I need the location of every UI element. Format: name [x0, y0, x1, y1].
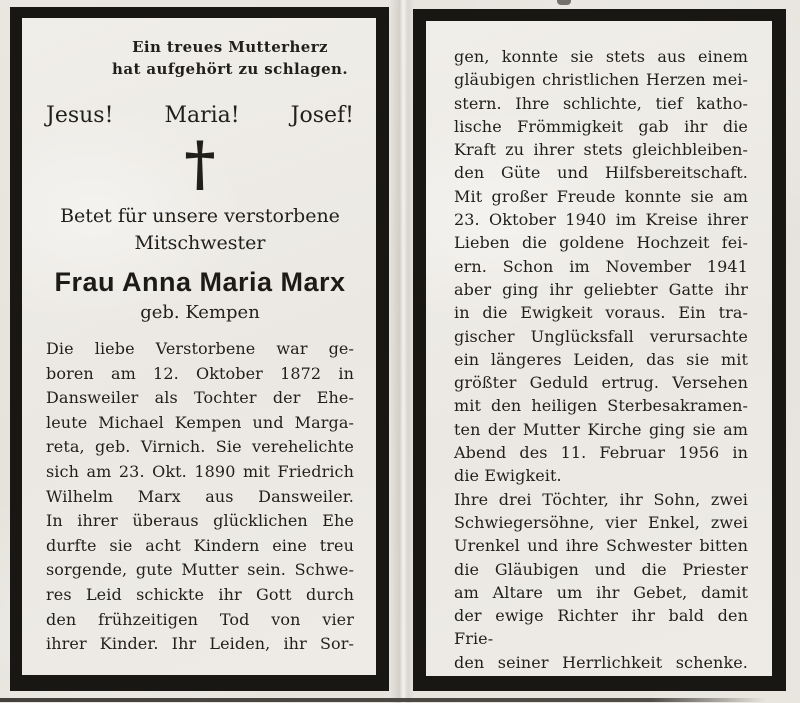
text-line: ein längeres Leiden, das sie mit [454, 349, 748, 369]
invocation-josef: Josef! [290, 103, 354, 128]
text-line: durfte sie acht Kindern eine treu [46, 535, 354, 555]
text-line: Wilhelm Marx aus Dansweiler. [46, 486, 354, 506]
text-line: Schwiegersöhne, vier Enkel, zwei [454, 512, 748, 532]
scan-artifact-speck [557, 0, 571, 5]
body-paragraph-1 [454, 45, 748, 185]
text-line: sorgende, gute Mutter sein. Schwe- [46, 560, 354, 580]
text-line: reta, geb. Virnich. Sie verehelichte [46, 437, 354, 457]
text-line: größter Geduld ertrug. Versehen [454, 373, 748, 393]
text-line: gläubigen christlichen Herzen mei- [454, 70, 748, 90]
memorial-card-left-page [10, 7, 389, 691]
body-paragraph-2 [454, 185, 748, 488]
text-line: sich am 23. Okt. 1890 mit Friedrich [46, 461, 354, 481]
text-line: ten der Mutter Kirche ging sie am [454, 419, 748, 439]
text-line: Die liebe Verstorbene war ge- [46, 339, 354, 358]
text-line: ihrer Kinder. Ihr Leiden, ihr Sor- [46, 634, 354, 654]
text-line: den Güte und Hilfsbereitschaft. [454, 163, 748, 183]
text-line: res Leid schickte ihr Gott durch [46, 584, 354, 604]
text-line: Mit großer Freude konnte sie am [454, 186, 748, 206]
text-line: in die Ewigkeit voraus. Ein tra- [454, 303, 748, 323]
body-paragraph-3 [454, 488, 748, 674]
text-line: mit den heiligen Sterbesakramen- [454, 396, 748, 416]
text-line: den frühzeitigen Tod von vier [46, 609, 354, 629]
text-line: Dansweiler als Tochter der Ehe- [46, 388, 354, 408]
text-line: leute Michael Kempen und Marga- [46, 412, 354, 432]
invocation-maria: Maria! [164, 103, 240, 128]
invocation-jesus: Jesus! [46, 103, 114, 128]
text-line: die Ewigkeit. [454, 466, 562, 486]
text-line: Ihre drei Töchter, ihr Sohn, zwei [454, 489, 748, 509]
text-line: der ewige Richter ihr bald den Frie- [454, 606, 748, 649]
text-line: Kraft zu ihrer stets gleichbleiben- [454, 140, 748, 160]
text-line: In ihrer überaus glücklichen Ehe [46, 511, 354, 531]
text-line: die Gläubigen und die Priester [454, 559, 748, 579]
text-line: boren am 12. Oktober 1872 in [46, 363, 354, 383]
epigraph [46, 36, 354, 80]
text-line: gischer Unglücksfall verursachte [454, 326, 748, 346]
deceased-name: Frau Anna Maria Marx [54, 267, 346, 297]
maiden-name: geb. Kempen [140, 302, 260, 323]
center-fold-crease [390, 0, 414, 703]
text-line: Abend des 11. Februar 1956 in [454, 443, 748, 463]
text-line: 23. Oktober 1940 im Kreise ihrer [454, 210, 748, 230]
text-line: ern. Schon im November 1941 [454, 256, 748, 276]
prayer-intro-line-1: Betet für unsere verstorbene [60, 205, 340, 227]
text-line: am Altare um ihr Gebet, damit [454, 582, 748, 602]
text-line: lische Frömmigkeit gab ihr die [454, 116, 748, 136]
text-line: den seiner Herrlichkeit schenke. [454, 652, 748, 672]
prayer-intro [46, 203, 354, 257]
epigraph-line-1: Ein treues Mutterherz [132, 38, 328, 56]
text-line: stern. Ihre schlichte, tief katho- [454, 93, 748, 113]
invocation-row [46, 103, 354, 129]
text-line: gen, konnte sie stets aus einem [454, 47, 748, 66]
memorial-card-right-page [413, 9, 786, 691]
epigraph-line-2: hat aufgehört zu schlagen. [112, 60, 348, 78]
prayer-intro-line-2: Mitschwester [134, 232, 266, 254]
cross-icon: † [184, 129, 216, 199]
text-line: Lieben die goldene Hochzeit fei- [454, 233, 748, 253]
text-line: Urenkel und ihre Schwester bitten [454, 536, 748, 556]
scan-edge-line [0, 698, 766, 702]
text-line: aber ging ihr geliebter Gatte ihr [454, 279, 748, 299]
body-paragraph-left [46, 337, 354, 657]
